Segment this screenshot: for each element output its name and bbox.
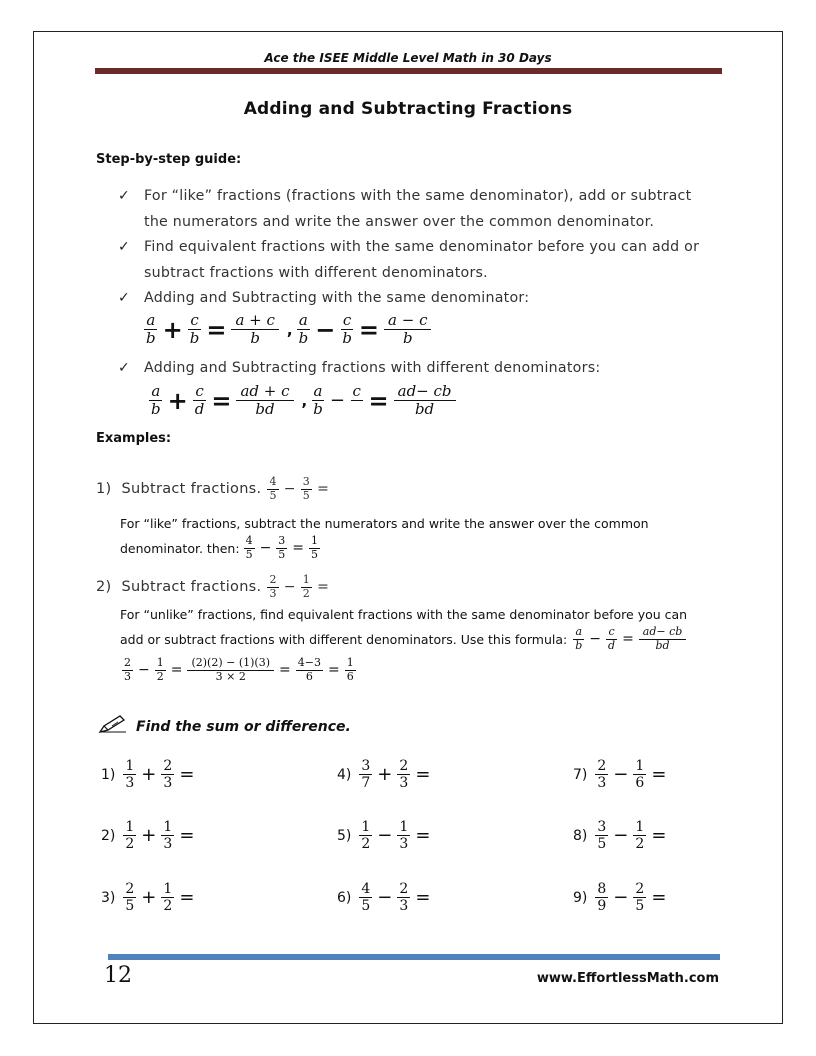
numerator: 1 [399, 819, 409, 835]
fraction [350, 383, 364, 419]
numerator: (2)(2) − (1)(3) [187, 657, 274, 671]
numerator: 1 [163, 881, 173, 897]
denominator: 3 [399, 836, 409, 853]
example-2-note-line1: For “unlike” fractions, find equivalent fractions with the same denominator before you can [120, 607, 688, 622]
equals-sign: = [179, 764, 195, 786]
plus-sign: + [167, 386, 188, 415]
operator: − [613, 887, 629, 909]
guide-bullet-4-line1: Adding and Subtracting fractions with different denominators: [144, 360, 601, 376]
operator: + [141, 764, 157, 786]
pencil-icon [98, 714, 128, 734]
fraction [397, 758, 410, 791]
example-1-label: 1) [96, 481, 112, 498]
numerator: 2 [124, 656, 131, 669]
numerator: 1 [163, 819, 173, 835]
exercise-problem [573, 758, 669, 791]
numerator: 1 [156, 656, 164, 669]
denominator: 7 [361, 775, 371, 792]
numerator: a [298, 311, 308, 329]
numerator: a [575, 625, 583, 638]
numerator: 2 [597, 758, 607, 774]
fraction [397, 819, 410, 852]
numerator: c [342, 311, 352, 329]
numerator: 4 [269, 475, 277, 488]
comma: , [286, 320, 293, 339]
numerator: a [151, 382, 161, 400]
guide-bullet-1-line1: For “like” fractions (fractions with the same denominator), add or subtract [144, 188, 692, 204]
operator: − [613, 825, 629, 847]
denominator: 5 [278, 547, 286, 561]
denominator: 3 [125, 775, 135, 792]
numerator: 4 [245, 534, 253, 547]
website-url: www.EffortlessMath.com [536, 971, 719, 986]
header-rule [95, 68, 722, 74]
fraction [384, 312, 431, 348]
denominator: 5 [269, 488, 277, 502]
book-title: Ace the ISEE Middle Level Math in 30 Days [264, 51, 552, 65]
denominator: 3 [399, 775, 409, 792]
numerator: 4−3 [297, 656, 321, 669]
numerator: c [190, 311, 199, 329]
denominator: 5 [125, 898, 135, 915]
exercise-problem [101, 881, 197, 914]
footer-rule [108, 954, 720, 960]
numerator: 3 [361, 758, 371, 774]
page-title: Adding and Subtracting Fractions [243, 99, 573, 119]
fraction [149, 383, 163, 419]
fraction [123, 819, 136, 852]
guide-bullet-3 [144, 286, 722, 312]
numerator: 2 [399, 758, 409, 774]
denominator: 2 [361, 836, 371, 853]
operator: − [377, 887, 393, 909]
minus-sign: − [315, 315, 336, 344]
equals-sign: = [415, 825, 431, 847]
guide-bullet-2 [144, 235, 722, 286]
numerator: c [352, 382, 361, 400]
guide-bullet-1 [144, 184, 722, 235]
denominator: b [298, 329, 309, 348]
denominator: 6 [305, 669, 313, 683]
example-2: 2) Subtract fractions. $\frac{2}{3}$ − $\frac{1}{2}$ = [96, 573, 330, 600]
equals-sign: = [651, 764, 667, 786]
denominator: bd [655, 638, 670, 652]
denominator: 5 [245, 547, 253, 561]
operator: + [377, 764, 393, 786]
operator: + [141, 887, 157, 909]
denominator: 5 [597, 836, 607, 853]
denominator: b [189, 329, 200, 348]
numerator: 1 [125, 819, 135, 835]
problem-number: 6) [337, 889, 352, 906]
numerator: 3 [278, 534, 286, 547]
numerator: 1 [635, 819, 645, 835]
fraction [123, 881, 136, 914]
numerator: 1 [346, 656, 354, 669]
denominator: 3 [399, 898, 409, 915]
denominator: 5 [635, 898, 645, 915]
numerator: a [313, 382, 323, 400]
fraction [397, 881, 410, 914]
check-icon: ✓ [118, 290, 130, 306]
guide-bullet-2-line1: Find equivalent fractions with the same denominator before you can add or [144, 239, 700, 255]
numerator: 8 [597, 881, 607, 897]
fraction [359, 881, 372, 914]
fraction [633, 758, 646, 791]
equals-sign: = [368, 386, 389, 415]
denominator: 2 [635, 836, 645, 853]
denominator: 2 [163, 898, 173, 915]
numerator: ad− cb [639, 626, 687, 640]
fraction [311, 383, 325, 419]
fraction [595, 881, 608, 914]
equals-sign: = [179, 887, 195, 909]
formula-different-denominators [147, 383, 458, 419]
numerator: 3 [302, 475, 311, 488]
numerator: 4 [361, 881, 371, 897]
example-1-note-line1: For “like” fractions, subtract the numerators and write the answer over the common [120, 516, 649, 531]
example-1-text: Subtract fractions. [121, 481, 262, 498]
equals-sign: = [179, 825, 195, 847]
equals-sign: = [651, 825, 667, 847]
denominator: bd [255, 400, 275, 419]
fraction [188, 312, 202, 348]
example-2-text: Subtract fractions. [121, 579, 262, 596]
fraction [359, 758, 372, 791]
numerator: 1 [311, 534, 319, 547]
numerator: ad− cb [394, 383, 456, 401]
numerator: 1 [125, 758, 135, 774]
exercise-problem [573, 819, 669, 852]
denominator: 5 [361, 898, 371, 915]
denominator: b [146, 329, 156, 348]
exercise-instruction: Find the sum or difference. [136, 719, 351, 735]
fraction [359, 819, 372, 852]
denominator: b [575, 638, 583, 652]
fraction [161, 819, 174, 852]
numerator: a − c [384, 312, 431, 330]
numerator: 2 [125, 881, 135, 897]
fraction [595, 819, 608, 852]
exercise-problem [337, 881, 433, 914]
equals-sign: = [358, 315, 380, 344]
guide-bullet-2-line2: subtract fractions with different denominators. [144, 264, 488, 281]
operator: − [377, 825, 393, 847]
check-icon: ✓ [118, 188, 130, 204]
fraction [144, 312, 158, 348]
denominator: b [250, 329, 260, 348]
numerator: 1 [635, 758, 645, 774]
operator: − [613, 764, 629, 786]
denominator: b [342, 329, 352, 348]
equals-sign: = [651, 887, 667, 909]
denominator: d [608, 638, 616, 652]
numerator: c [608, 625, 615, 638]
guide-heading: Step-by-step guide: [96, 152, 242, 167]
exercise-problem [337, 819, 433, 852]
check-icon: ✓ [118, 239, 130, 255]
denominator: b [151, 400, 161, 419]
equals-sign: = [415, 764, 431, 786]
example-2-label: 2) [96, 579, 112, 596]
denominator: b [313, 400, 323, 419]
problem-number: 7) [573, 766, 588, 783]
fraction [394, 383, 456, 419]
denominator: 6 [635, 775, 645, 792]
numerator: 2 [635, 881, 645, 897]
numerator: 2 [163, 758, 173, 774]
exercise-problem [337, 758, 433, 791]
denominator: 3 × 2 [215, 669, 246, 683]
fraction [193, 383, 207, 419]
example-2-solution: $\frac{2}{3}$ − $\frac{1}{2}$ = $\frac{(2)(2) - (1)(3)}{3 \times 2}$ = $\frac{4-3}{6}$ = $\frac{1}{6}$ [124, 656, 354, 683]
numerator: 3 [597, 819, 607, 835]
exercise-problem [101, 758, 197, 791]
numerator: a + c [231, 312, 278, 330]
denominator: 3 [124, 669, 131, 683]
equals-sign: = [206, 315, 227, 344]
problem-number: 8) [573, 827, 588, 844]
equals-sign: = [211, 386, 232, 415]
fraction [161, 881, 174, 914]
denominator: 5 [302, 488, 311, 502]
denominator: 3 [163, 836, 173, 853]
fraction [340, 312, 354, 348]
examples-heading: Examples: [96, 431, 172, 446]
numerator: 2 [269, 573, 277, 586]
formula-same-denominator [142, 312, 433, 348]
check-icon: ✓ [118, 360, 130, 376]
comma: , [301, 391, 308, 410]
numerator: 2 [399, 881, 409, 897]
denominator: 2 [156, 669, 164, 683]
fraction [297, 312, 311, 348]
fraction [236, 383, 293, 419]
denominator: b [402, 329, 413, 348]
denominator: d [194, 400, 205, 419]
denominator: 3 [597, 775, 607, 792]
equals-sign: = [415, 887, 431, 909]
numerator: ad + c [236, 383, 293, 401]
operator: + [141, 825, 157, 847]
denominator: 2 [302, 586, 311, 600]
problem-number: 5) [337, 827, 352, 844]
numerator: c [195, 382, 204, 400]
denominator: 3 [269, 586, 277, 600]
example-1-note-line2: denominator. then: $\frac{4}{5}$ − $\frac{3}{5}$ = $\frac{1}{5}$ [120, 534, 319, 561]
problem-number: 9) [573, 889, 588, 906]
denominator: bd [414, 400, 435, 419]
denominator: 9 [597, 898, 607, 915]
guide-bullet-3-line1: Adding and Subtracting with the same denominator: [144, 290, 530, 306]
problem-number: 3) [101, 889, 116, 906]
fraction [161, 758, 174, 791]
fraction [633, 881, 646, 914]
problem-number: 1) [101, 766, 116, 783]
fraction [123, 758, 136, 791]
denominator: 2 [125, 836, 135, 853]
problem-number: 2) [101, 827, 116, 844]
fraction [633, 819, 646, 852]
page-number: 12 [104, 963, 132, 988]
exercise-problem [101, 819, 197, 852]
numerator: 1 [302, 573, 311, 586]
minus-sign: − [329, 390, 345, 412]
example-2-note-text: add or subtract fractions with different denominators. Use this formula: [120, 631, 568, 647]
exercise-problem [573, 881, 669, 914]
fraction [231, 312, 278, 348]
example-1: 1) Subtract fractions. $\frac{4}{5}$ − $\frac{3}{5}$ = [96, 475, 330, 502]
guide-bullet-1-line2: the numerators and write the answer over the common denominator. [144, 213, 655, 230]
numerator: a [146, 311, 156, 329]
numerator: 1 [361, 819, 371, 835]
plus-sign: + [162, 315, 183, 344]
problem-number: 4) [337, 766, 352, 783]
example-2-note-line2: add or subtract fractions with different denominators. Use this formula: $\frac{a}{b}$ − $\frac{c}{d}$ = $\frac{ad- cb}{bd}$ [120, 626, 688, 652]
guide-bullet-4 [144, 356, 722, 382]
example-1-note-text: denominator. then: [120, 540, 240, 556]
fraction [595, 758, 608, 791]
denominator: 6 [346, 669, 354, 683]
denominator: 3 [163, 775, 173, 792]
denominator: 5 [311, 547, 319, 561]
